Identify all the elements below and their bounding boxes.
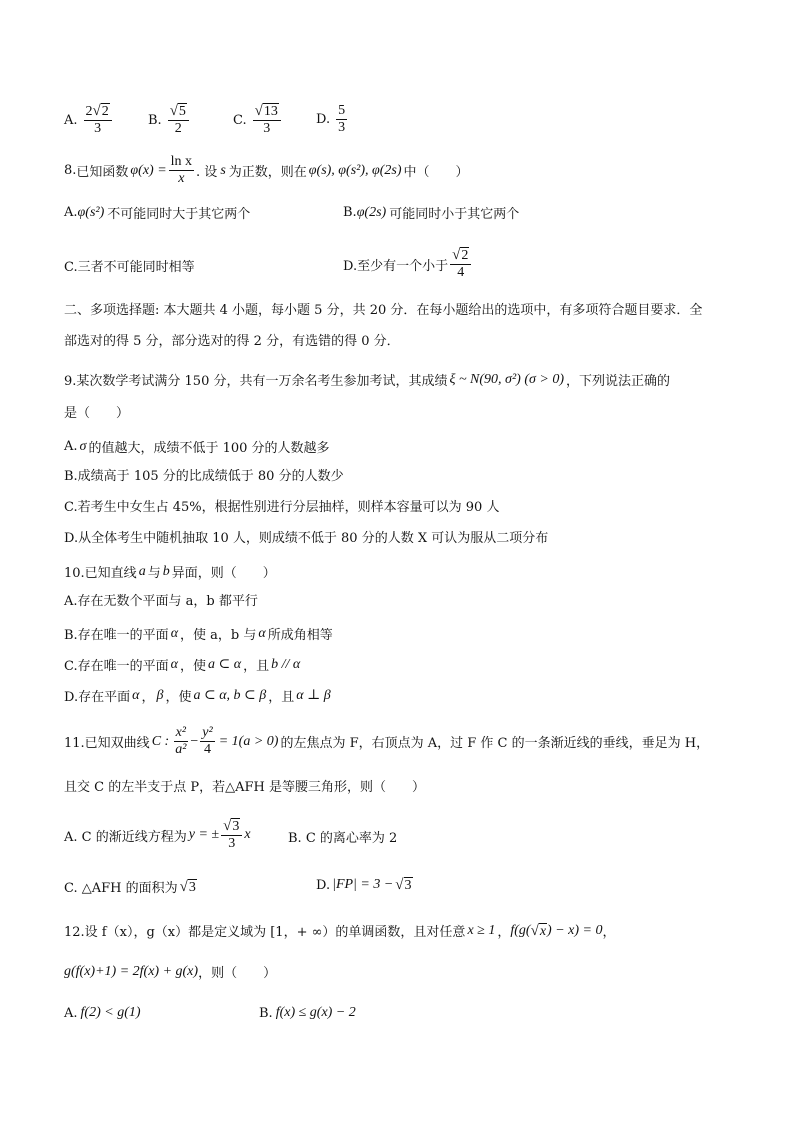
q7-option-c[interactable]: C. √ 13 3 [233,103,283,137]
q7-option-d[interactable]: D. $\frac{5}{3}$ [316,103,346,135]
q10-option-c[interactable]: C.存在唯一的平面 α ，使 a ⊂ α ，且 b // α [64,656,301,674]
q9-option-d[interactable]: D.从全体考生中随机抽取 10 人，则成绩不低于 80 分的人数 X 可认为服从二项分布 [64,531,549,546]
q11-stem-line2: 且交 C 的左半支于点 P，若△AFH 是等腰三角形，则（ ） [64,780,425,795]
q8-d-fraction: √ 2 4 [450,247,471,281]
q12-stem: 12.设 f（x），g（x）都是定义域为 [1，+ ∞）的单调函数，且对任意 x ≥ 1 ， f(g( √ x ) − x) = 0 ， [64,922,616,940]
q8-option-c[interactable]: C.三者不可能同时相等 [64,260,195,275]
q12-option-a[interactable]: A. f(2) < g(1) [64,1005,141,1021]
q7-option-b[interactable]: B. √ 5 2 [148,103,191,137]
q12-stem-line2: g(f(x)+1) = 2f(x) + g(x) ，则（ ） [64,963,277,981]
q7-d-fraction: $\frac{5}{3}$ [338,103,346,135]
q12-option-b[interactable]: B. f(x) ≤ g(x) − 2 [259,1005,356,1021]
q7-b-fraction: √ 5 2 [168,103,189,137]
q9-option-c[interactable]: C.若考生中女生占 45%，根据性别进行分层抽样，则样本容量可以为 90 人 [64,500,500,515]
q11-a-fraction: √ 3 3 [221,818,242,852]
q7-option-a[interactable]: A. 2 √ 2 3 [64,103,114,137]
q9-option-a[interactable]: A. σ 的值越大，成绩不低于 100 分的人数越多 [64,438,330,456]
q8-option-b[interactable]: B. φ(2s) 可能同时小于其它两个 [343,204,520,222]
q11-fraction-x: $\frac{\text{x²}}{\text{a²}}$ [175,725,187,757]
q9-stem-line2: 是（ ） [64,406,130,421]
q8-fraction: $\frac{\text{ln x}}{x}$ [170,154,193,186]
q8-stem: 8. 已知函数 φ(x) = $\frac{\text{ln x}}{x}$ . 设 s 为正数，则在 φ(s), φ(s²), φ(2s) 中（ ） [64,154,469,186]
q11-fraction-y: $\frac{\text{y²}}{4}$ [202,725,213,757]
q9-stem: 9.某次数学考试满分 150 分，共有一万余名考生参加考试，其成绩 ξ ~ N(90, σ²) (σ > 0) ，下列说法正确的 [64,371,671,389]
q10-option-a[interactable]: A.存在无数个平面与 a，b 都平行 [64,594,258,609]
q10-option-b[interactable]: B.存在唯一的平面 α ，使 a，b 与 α 所成角相等 [64,625,333,643]
q7-c-fraction: √ 13 3 [253,103,281,137]
section2-instructions-line1: 二、多项选择题: 本大题共 4 小题，每小题 5 分，共 20 分．在每小题给出的选项中，有多项符合题目要求．全 [64,303,703,318]
q11-option-a[interactable]: A. C 的渐近线方程为 y = ± √ 3 3 x [64,818,251,851]
q11-option-c[interactable]: C. △AFH 的面积为 √ 3 [64,878,196,896]
q7-a-fraction: 2 √ 2 3 [84,103,112,137]
section2-instructions-line2: 部选对的得 5 分，部分选对的得 2 分，有选错的得 0 分． [64,334,400,349]
q11-option-b[interactable]: B. C 的离心率为 2 [288,831,398,846]
q10-stem: 10.已知直线 a 与 b 异面，则（ ） [64,563,276,581]
q8-option-d[interactable]: D.至少有一个小于 √ 2 4 [343,247,473,281]
q9-option-b[interactable]: B.成绩高于 105 分的比成绩低于 80 分的人数少 [64,469,344,484]
q8-option-a[interactable]: A. φ(s²) 不可能同时大于其它两个 [64,204,251,222]
q10-option-d[interactable]: D.存在平面 α ， β ，使 a ⊂ α, b ⊂ β ，且 α ⊥ β [64,687,331,705]
q11-stem: 11.已知双曲线 C : $\frac{\text{x²}}{\text{a²}}$ − $\frac{\text{y²}}{4}$ = 1(a > 0) 的左焦点为 F，右顶点为 A，过 F 作 C 的一条渐近线的垂线，垂足为 H， [64,725,710,757]
q11-option-d[interactable]: D. |FP| = 3 − √ 3 [316,877,412,893]
